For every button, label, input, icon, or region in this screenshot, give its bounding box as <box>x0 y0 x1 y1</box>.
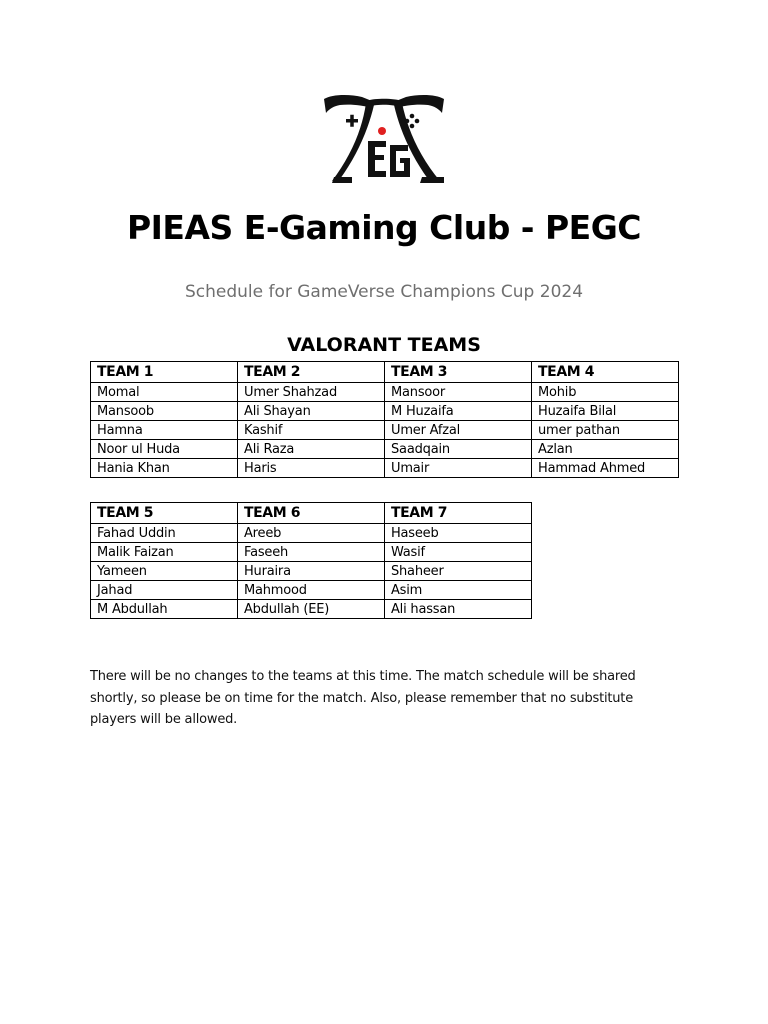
table-cell: Fahad Uddin <box>91 524 238 543</box>
table-cell: Ali hassan <box>384 600 531 619</box>
table-cell: Hania Khan <box>91 459 238 478</box>
teams-table-2 <box>90 502 532 619</box>
table-cell: Mohib <box>532 383 679 402</box>
column-header: TEAM 2 <box>238 362 385 383</box>
column-header: TEAM 1 <box>91 362 238 383</box>
table-cell: Umer Afzal <box>385 421 532 440</box>
table-cell: Umer Shahzad <box>238 383 385 402</box>
table-row <box>91 562 532 581</box>
teams-table-1 <box>90 361 679 478</box>
column-header: TEAM 6 <box>237 503 384 524</box>
table-row <box>91 581 532 600</box>
page-subtitle: Schedule for GameVerse Champions Cup 2024 <box>184 282 584 302</box>
table-cell: Hamna <box>91 421 238 440</box>
table-cell: Noor ul Huda <box>91 440 238 459</box>
pegc-logo-icon <box>322 93 446 185</box>
table-cell: Wasif <box>384 543 531 562</box>
table-cell: Momal <box>91 383 238 402</box>
table-cell: Malik Faizan <box>91 543 238 562</box>
table-cell: Yameen <box>91 562 238 581</box>
notice-paragraph: There will be no changes to the teams at this time. The match schedule will be shared shortly, so please be on time for the match. Also, please remember that no substitute players will be allowed. <box>90 669 636 728</box>
table-cell: Shaheer <box>384 562 531 581</box>
table-cell: Hammad Ahmed <box>532 459 679 478</box>
table-cell: Abdullah (EE) <box>237 600 384 619</box>
table-cell: umer pathan <box>532 421 679 440</box>
table-row <box>91 600 532 619</box>
table-cell: Huzaifa Bilal <box>532 402 679 421</box>
table-header-row <box>91 362 679 383</box>
table-cell: Faseeh <box>237 543 384 562</box>
table-cell: Haseeb <box>384 524 531 543</box>
table-cell: Mahmood <box>237 581 384 600</box>
table-row <box>91 421 679 440</box>
page-title: PIEAS E-Gaming Club - PEGC <box>126 208 642 247</box>
table-cell: Haris <box>238 459 385 478</box>
table-cell: Jahad <box>91 581 238 600</box>
table-header-row <box>91 503 532 524</box>
table-cell: Mansoob <box>91 402 238 421</box>
table-cell: Ali Raza <box>238 440 385 459</box>
table-cell: Umair <box>385 459 532 478</box>
table-cell: Azlan <box>532 440 679 459</box>
table-row <box>91 402 679 421</box>
column-header: TEAM 7 <box>384 503 531 524</box>
table-row <box>91 543 532 562</box>
column-header: TEAM 5 <box>91 503 238 524</box>
table-cell: Huraira <box>237 562 384 581</box>
section-title: VALORANT TEAMS <box>287 334 481 356</box>
column-header: TEAM 4 <box>532 362 679 383</box>
table-cell: Areeb <box>237 524 384 543</box>
table-row <box>91 459 679 478</box>
table-cell: Ali Shayan <box>238 402 385 421</box>
table-cell: Kashif <box>238 421 385 440</box>
table-row <box>91 440 679 459</box>
column-header: TEAM 3 <box>385 362 532 383</box>
table-cell: Mansoor <box>385 383 532 402</box>
table-row <box>91 383 679 402</box>
table-cell: Saadqain <box>385 440 532 459</box>
table-cell: Asim <box>384 581 531 600</box>
table-cell: M Huzaifa <box>385 402 532 421</box>
table-row <box>91 524 532 543</box>
table-cell: M Abdullah <box>91 600 238 619</box>
